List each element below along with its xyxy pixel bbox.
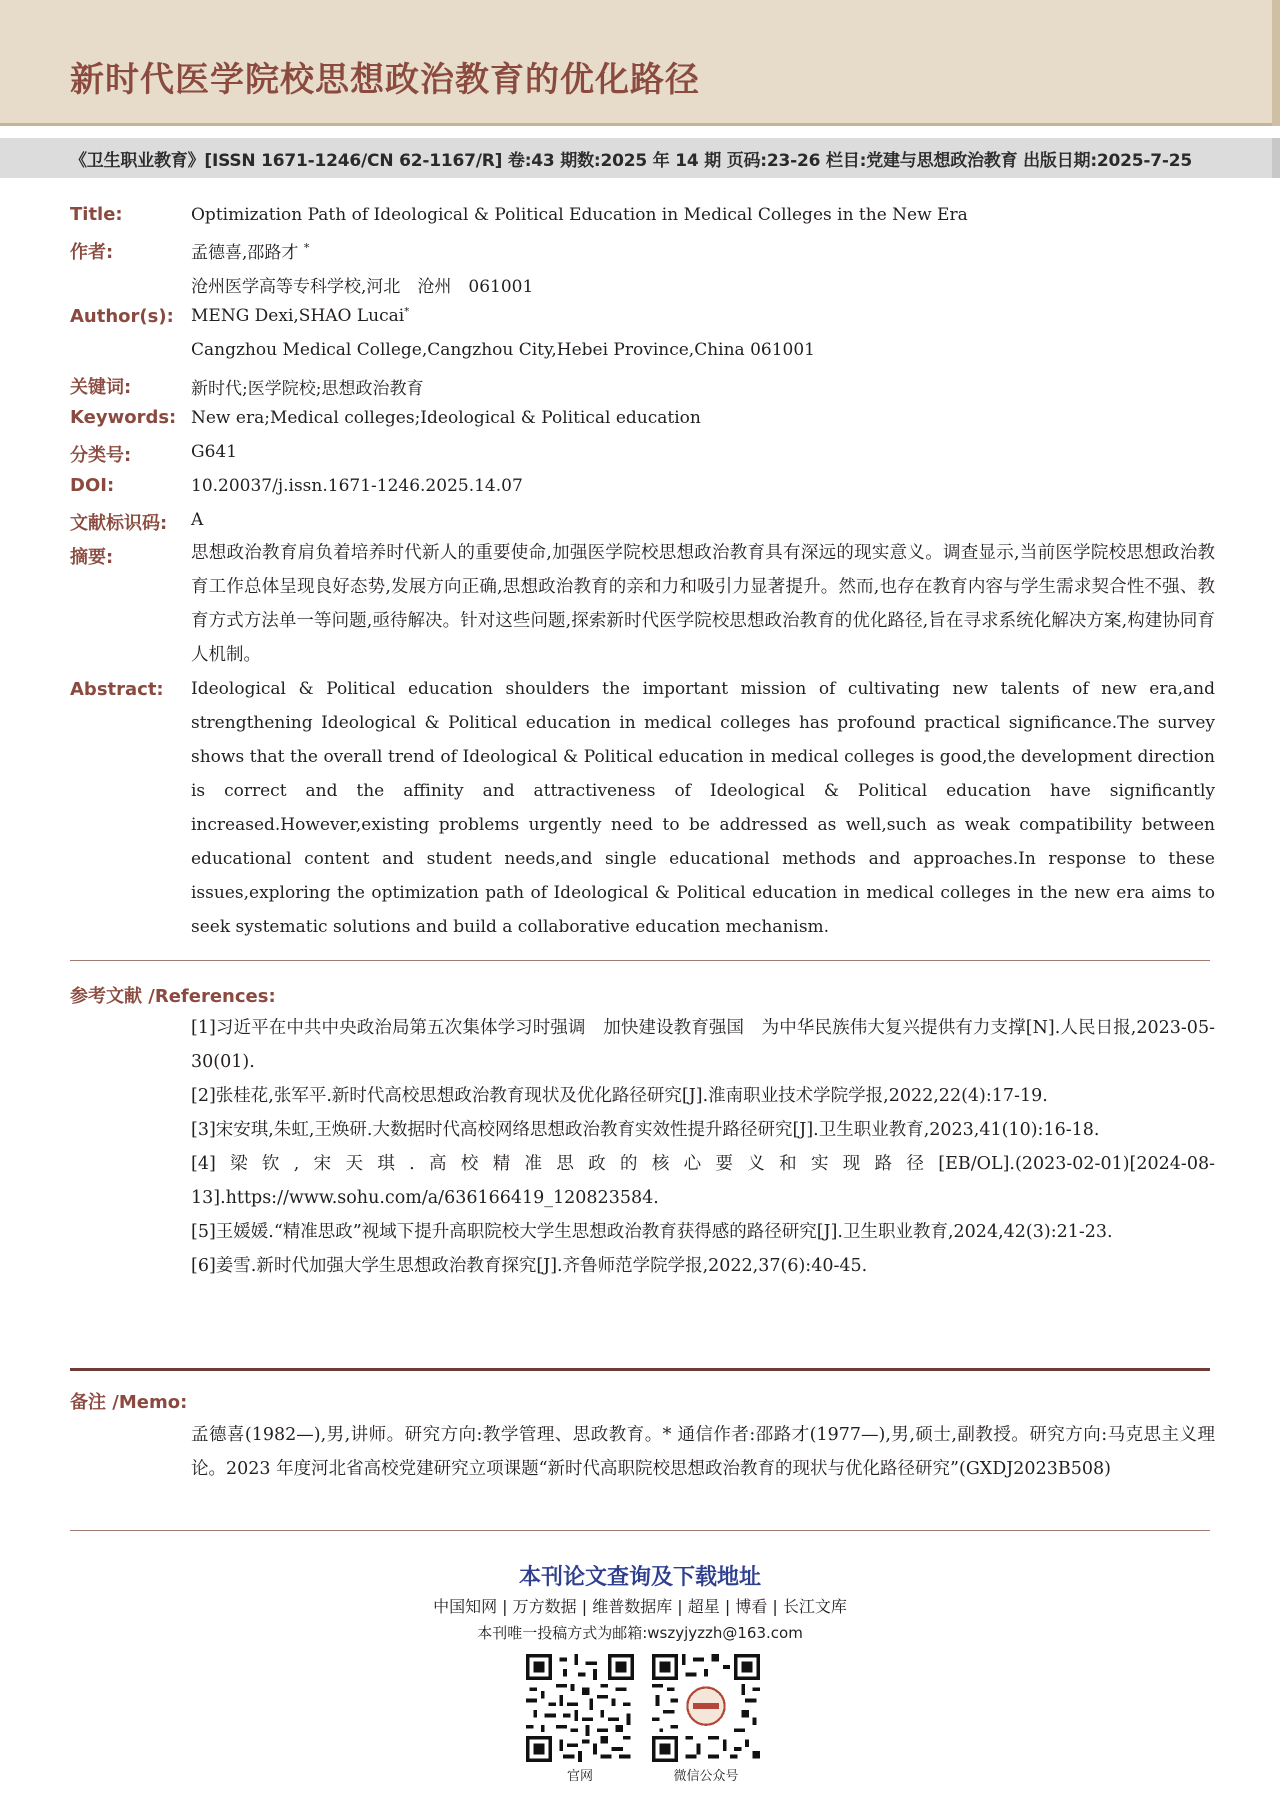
footer-title: 本刊论文查询及下载地址: [518, 1565, 761, 1590]
author-en-names: MENG Dexi,SHAO Lucai: [191, 306, 405, 326]
qr-wechat-caption: 微信公众号: [673, 1769, 739, 1784]
author-affiliation: 沧州医学高等专科学校,河北 沧州 061001: [191, 277, 534, 297]
keywords-value: 新时代;医学院校;思想政治教育: [191, 379, 424, 399]
reference-item: [4]梁钦,宋天琪.高校精准思政的核心要义和实现路径[EB/OL].(2023-02-01)[2024-08-13].https://www.sohu.com/a/636166419_120823584.: [191, 1154, 1215, 1208]
author-en-value: [191, 306, 409, 326]
reference-item: [1]习近平在中共中央政治局第五次集体学习时强调 加快建设教育强国 为中华民族伟大复兴提供有力支撑[N].人民日报,2023-05-30(01).: [191, 1018, 1215, 1072]
author-mark: *: [303, 241, 310, 255]
author-en-mark: *: [404, 306, 410, 318]
class-label: 分类号:: [70, 445, 132, 466]
title-label: Title:: [70, 204, 123, 225]
qr-code-website[interactable]: [526, 1654, 634, 1762]
keywords-label: 关键词:: [70, 377, 132, 398]
page-title: 新时代医学院校思想政治教育的优化路径: [70, 60, 700, 100]
keywords-en-label: Keywords:: [70, 407, 177, 428]
qr-wechat-icon: [652, 1654, 760, 1762]
footer-databases: 中国知网 | 万方数据 | 维普数据库 | 超星 | 博看 | 长江文库: [433, 1597, 847, 1616]
qr-website-icon: [526, 1654, 634, 1762]
journal-meta: 《卫生职业教育》[ISSN 1671-1246/CN 62-1167/R] 卷:43 期数:2025 年 14 期 页码:23-26 栏目:党建与思想政治教育 出版日期:2025-7-25: [70, 151, 1193, 171]
title-value: Optimization Path of Ideological & Political Education in Medical Colleges in the New Era: [191, 205, 968, 225]
author-en-affiliation: Cangzhou Medical College,Cangzhou City,Hebei Province,China 061001: [191, 340, 815, 360]
abstract-cn-label: 摘要:: [70, 547, 114, 568]
divider-references: [70, 960, 1210, 961]
qr-code-wechat[interactable]: [652, 1654, 760, 1762]
memo-label: 备注 /Memo:: [70, 1392, 188, 1413]
reference-item: [3]宋安琪,朱虹,王焕研.大数据时代高校网络思想政治教育实效性提升路径研究[J].卫生职业教育,2023,41(10):16-18.: [191, 1120, 1100, 1140]
author-value: [191, 238, 309, 263]
reference-item: [2]张桂花,张军平.新时代高校思想政治教育现状及优化路径研究[J].淮南职业技术学院学报,2022,22(4):17-19.: [191, 1086, 1048, 1106]
references-label: 参考文献 /References:: [70, 986, 276, 1007]
author-en-label: Author(s):: [70, 306, 174, 327]
reference-item: [6]姜雪.新时代加强大学生思想政治教育探究[J].齐鲁师范学院学报,2022,37(6):40-45.: [191, 1256, 868, 1276]
author-label: 作者:: [70, 242, 114, 263]
reference-list: [191, 1011, 1215, 1283]
reference-item: [5]王媛媛.“精准思政”视域下提升高职院校大学生思想政治教育获得感的路径研究[J].卫生职业教育,2024,42(3):21-23.: [191, 1222, 1113, 1242]
doc-code-label: 文献标识码:: [70, 513, 168, 534]
class-value: G641: [191, 442, 238, 462]
divider-footer: [70, 1530, 1210, 1531]
author-names: 孟德喜,邵路才: [191, 243, 299, 263]
doi-label: DOI:: [70, 475, 115, 496]
doi-value: 10.20037/j.issn.1671-1246.2025.14.07: [191, 476, 523, 496]
keywords-en-value: New era;Medical colleges;Ideological & Political education: [191, 408, 701, 428]
qr-website-caption: 官网: [566, 1769, 593, 1784]
abstract-cn: 思想政治教育肩负着培养时代新人的重要使命,加强医学院校思想政治教育具有深远的现实意义。调查显示,当前医学院校思想政治教育工作总体呈现良好态势,发展方向正确,思想政治教育的亲和力和吸引力显著提升。然而,也存在教育内容与学生需求契合性不强、教育方式方法单一等问题,亟待解决。针对这些问题,探索新时代医学院校思想政治教育的优化路径,旨在寻求系统化解决方案,构建协同育人机制。: [191, 543, 1215, 665]
memo-text: 孟德喜(1982—),男,讲师。研究方向:教学管理、思政教育。* 通信作者:邵路才(1977—),男,硕士,副教授。研究方向:马克思主义理论。2023 年度河北省高校党建研究立项课题“新时代高职院校思想政治教育的现状与优化路径研究”(GXDJ2023B508): [191, 1425, 1215, 1479]
divider-memo: [70, 1368, 1210, 1371]
footer-email: 本刊唯一投稿方式为邮箱:wszyjyzzh@163.com: [477, 1624, 803, 1642]
abstract-en-label: Abstract:: [70, 679, 164, 700]
doc-code-value: A: [191, 510, 204, 530]
abstract-en: Ideological & Political education shoulders the important mission of cultivating new talents of new era,and strengthening Ideological & Political education in medical colleges has profound practical significance.The survey shows that the overall trend of Ideological & Political education in medical colleges is good,the development direction is correct and the affinity and attractiveness of Ideological & Political education have significantly increased.However,existing problems urgently need to be addressed as well,such as weak compatibility between educational content and student needs,and single educational methods and approaches.In response to these issues,exploring the optimization path of Ideological & Political education in medical colleges in the new era aims to seek systematic solutions and build a collaborative education mechanism.: [191, 679, 1215, 937]
